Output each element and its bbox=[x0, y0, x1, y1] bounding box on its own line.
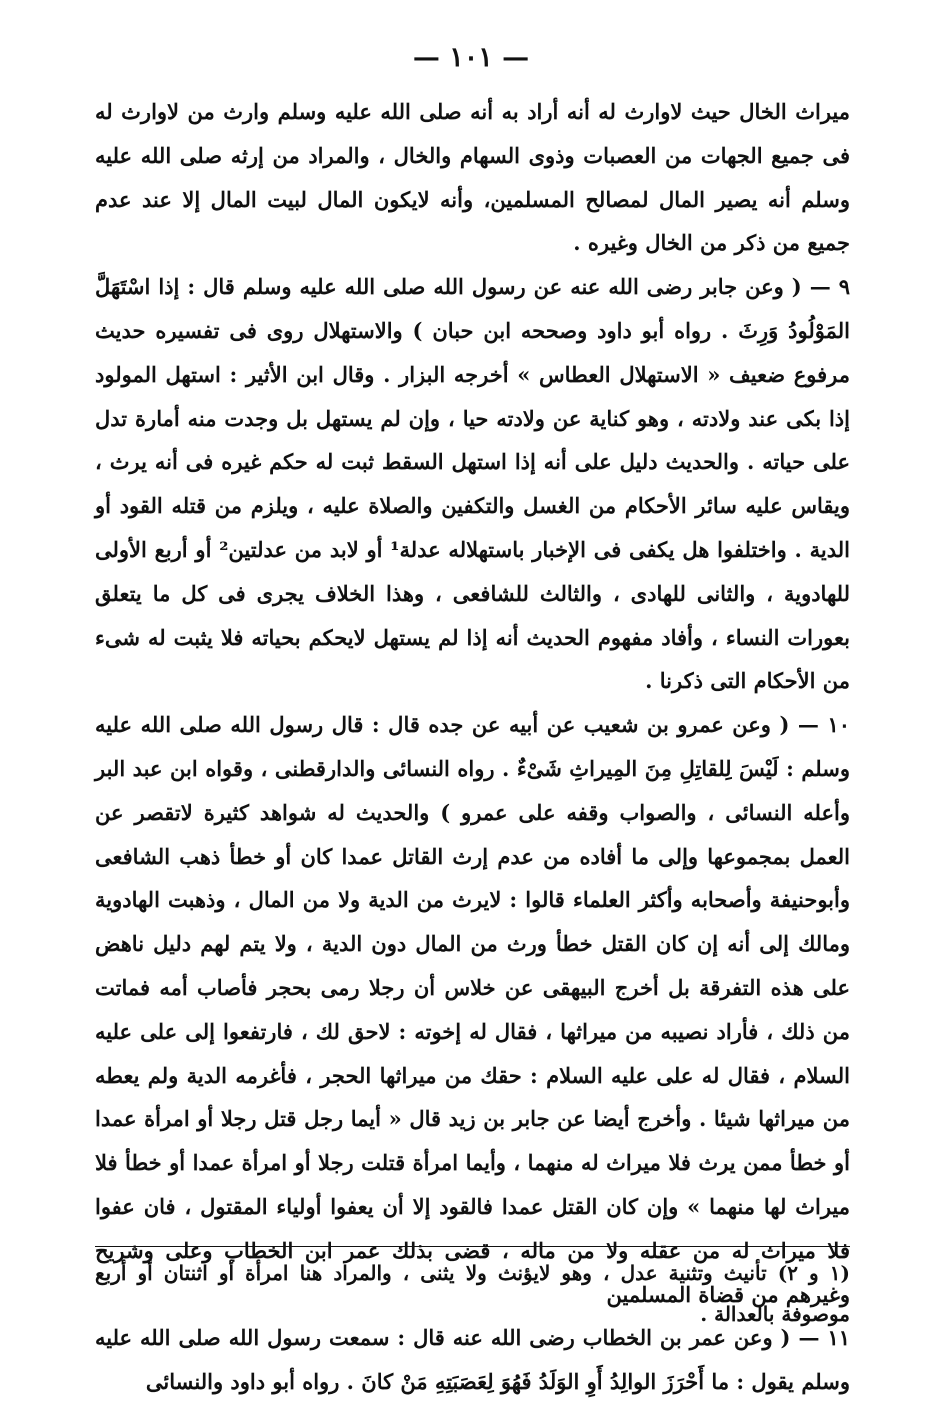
page-number: — ١٠١ — bbox=[412, 42, 530, 73]
paragraph-hadith-11: ١١ — ( وعن عمر بن الخطاب رضى الله عنه قال : سمعت رسول الله صلى الله عليه وسلم يقول : ما أَحْرَزَ الوالِدُ أَوِ الوَلَدُ فَهُوَ لِعَصَبَتِهِ مَنْ كانَ . رواه أبو داود والنسائى bbox=[95, 1325, 850, 1395]
paragraph-continuation: ميراث الخال حيث لاوارث له أنه أراد به أنه صلى الله عليه وسلم وارث من لاوارث له فى جميع الجهات من العصبات وذوى السهام والخال ، والمراد من إرثه صلى الله عليه وسلم أنه يصير المال لمصالح المسلمين، وأنه لايكون المال لبيت المال إلا عند عدم جميع من ذكر من الخال وغيره . bbox=[95, 99, 850, 256]
paragraph-hadith-10: ١٠ — ( وعن عمرو بن شعيب عن أبيه عن جده قال : قال رسول الله صلى الله عليه وسلم : لَيْسَ لِلقاتِلِ مِنَ المِيراثِ شَىْءٌ . رواه النسائى والدارقطنى ، وقواه ابن عبد البر وأعله النسائى ، والصواب وقفه على عمرو ) والحديث له شواهد كثيرة لاتقصر عن العمل بمجموعها وإلى ما أفاده من عدم إرث القاتل عمدا كان أو خطأ ذهب الشافعى وأبوحنيفة وأصحابه وأكثر العلماء قالوا : لايرث من الدية ولا من المال ، وذهبت الهادوية ومالك إلى أنه إن كان القتل خطأ ورث من المال دون الدية ، ولا يتم لهم دليل ناهض على هذه التفرقة بل أخرج البيهقى عن خلاس أن رجلا رمى بحجر فأصاب أمه فماتت من ذلك ، فأراد نصيبه من ميراثها ، فقال له إخوته : لاحق لك ، فارتفعوا إلى على عليه السلام ، فقال له على عليه السلام : حقك من ميراثها الحجر ، فأغرمه الدية ولم يعطه من ميراثها شيئا . وأخرج أيضا عن جابر بن زيد قال « أيما رجل قتل رجلا أو امرأة عمدا أو خطأ ممن يرث فلا ميراث له منهما ، وأيما امرأة قتلت رجلا أو امرأة عمدا أو خطأ فلا ميراث لها منهما » وإن كان القتل عمدا فالقود إلا أن يعفوا أولياء المقتول ، فان عفوا فلا ميراث له من عقله ولا من ماله ، قضى بذلك عمر ابن الخطاب وعلى وشريح وغيرهم من قضاة المسلمين bbox=[95, 712, 851, 1307]
footnote-divider bbox=[95, 1246, 850, 1247]
main-text bbox=[95, 90, 850, 1404]
footnote-section bbox=[95, 1253, 850, 1335]
footnote-text: (١ و ٢) تأنيث وتثنية عدل ، وهو لايؤنث ولا يثنى ، والمراد هنا امرأة أو اثنتان أو أربع موصوفة بالعدالة . bbox=[95, 1261, 850, 1326]
paragraph-hadith-9: ٩ — ( وعن جابر رضى الله عنه عن رسول الله صلى الله عليه وسلم قال : إذا اسْتَهَلَّ المَوْلُودُ وَرِثَ . رواه أبو داود وصححه ابن حبان ) والاستهلال روى فى تفسيره حديث مرفوع ضعيف « الاستهلال العطاس » أخرجه البزار . وقال ابن الأثير : استهل المولود إذا بكى عند ولادته ، وهو كناية عن ولادته حيا ، وإن لم يستهل بل وجدت منه أمارة تدل على حياته . والحديث دليل على أنه إذا استهل السقط ثبت له حكم غيره فى أنه يرث ، ويقاس عليه سائر الأحكام من الغسل والتكفين والصلاة عليه ، ويلزم من قتله القود أو الدية . واختلفوا هل يكفى فى الإخبار باستهلاله عدلة¹ أو لابد من عدلتين² أو أربع الأولى للهادوية ، والثانى للهادى ، والثالث للشافعى ، وهذا الخلاف يجرى فى كل ما يتعلق بعورات النساء ، وأفاد مفهوم الحديث أنه إذا لم يستهل لايحكم بحياته فلا يثبت له شىء من الأحكام التى ذكرنا . bbox=[95, 274, 850, 694]
